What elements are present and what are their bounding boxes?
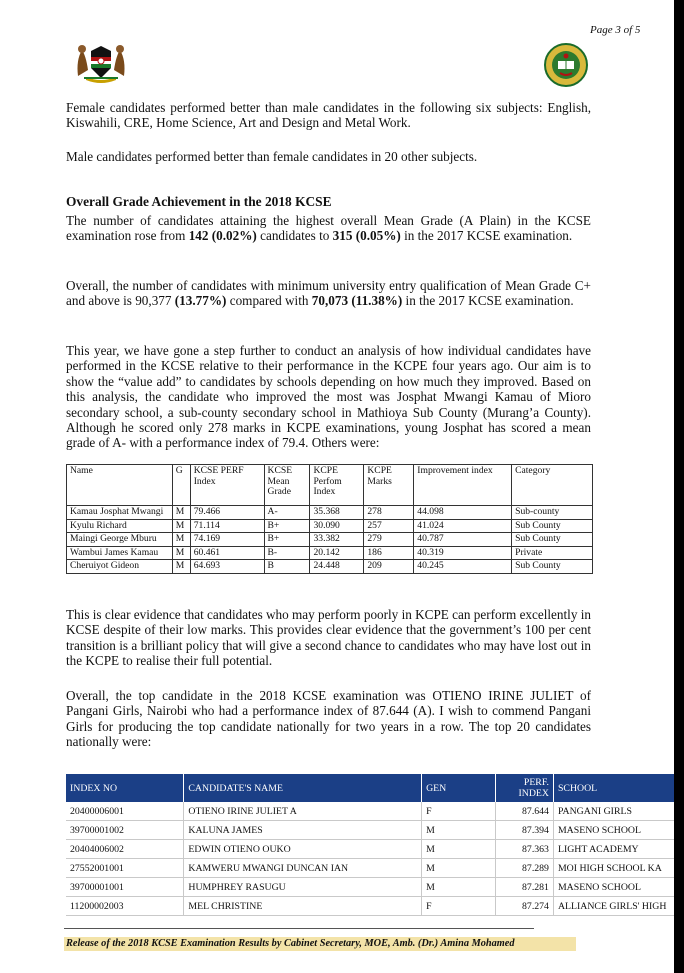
header-kcse-mean-grade: KCSE Mean Grade	[264, 465, 310, 506]
cell-kcpe-index: 35.368	[310, 506, 364, 520]
header-index-no: INDEX NO	[66, 774, 184, 802]
table-row	[66, 878, 678, 897]
cell-category: Sub-county	[512, 506, 593, 520]
cell-kcpe-index: 30.090	[310, 519, 364, 533]
female-performance-paragraph: Female candidates performed better than male candidates in the following six subjects: English, Kiswahili, CRE, Home Science, Art and Design and Metal Work.	[66, 100, 591, 131]
top-table-header	[66, 774, 678, 802]
cell-school: MASENO SCHOOL	[553, 821, 677, 840]
cell-kcpe-marks: 279	[364, 533, 414, 547]
cell-perf-index: 87.274	[496, 897, 554, 916]
table-row	[67, 560, 593, 574]
cell-perf-index: 87.289	[496, 859, 554, 878]
cell-grade: B-	[264, 546, 310, 560]
cell-index-no: 11200002003	[66, 897, 184, 916]
header-school: SCHOOL	[553, 774, 677, 802]
cell-index-no: 27552001001	[66, 859, 184, 878]
cell-kcpe-index: 24.448	[310, 560, 364, 574]
cell-perf-index: 87.644	[496, 802, 554, 821]
table-row	[66, 840, 678, 859]
evidence-paragraph: This is clear evidence that candidates who may perform poorly in KCPE can perform excellently in KCSE despite of their low marks. This provides clear evidence that the government’s 100 per cent transition is a brilliant policy that will give a second chance to candidates who may have lost out in the KCPE to realise their full potential.	[66, 607, 591, 669]
improvement-table-header	[67, 465, 593, 506]
cell-kcse-index: 79.466	[190, 506, 264, 520]
cell-name: Cheruiyot Gideon	[67, 560, 173, 574]
top-candidates-table	[66, 774, 678, 916]
cell-gen: F	[422, 897, 496, 916]
cell-candidate-name: MEL CHRISTINE	[184, 897, 422, 916]
cell-school: MASENO SCHOOL	[553, 878, 677, 897]
cell-improvement: 40.319	[414, 546, 512, 560]
section-heading: Overall Grade Achievement in the 2018 KCSE	[66, 194, 332, 209]
improvement-table	[66, 464, 593, 574]
table-row	[66, 821, 678, 840]
cell-kcse-index: 74.169	[190, 533, 264, 547]
cell-gender: M	[172, 533, 190, 547]
cell-improvement: 40.787	[414, 533, 512, 547]
table-row	[66, 859, 678, 878]
cell-kcpe-marks: 257	[364, 519, 414, 533]
cell-school: LIGHT ACADEMY	[553, 840, 677, 859]
cell-category: Sub County	[512, 533, 593, 547]
table-row	[66, 802, 678, 821]
cell-kcse-index: 64.693	[190, 560, 264, 574]
footer-divider	[64, 928, 534, 929]
cell-school: MOI HIGH SCHOOL KA	[553, 859, 677, 878]
cell-perf-index: 87.394	[496, 821, 554, 840]
cell-perf-index: 87.281	[496, 878, 554, 897]
header-kcse-perf-index: KCSE PERF Index	[190, 465, 264, 506]
cell-school: PANGANI GIRLS	[553, 802, 677, 821]
table-row	[66, 897, 678, 916]
cell-kcse-index: 60.461	[190, 546, 264, 560]
cell-grade: A-	[264, 506, 310, 520]
header-candidate-name: CANDIDATE'S NAME	[184, 774, 422, 802]
cell-gen: M	[422, 859, 496, 878]
header-name: Name	[67, 465, 173, 506]
cell-gender: M	[172, 546, 190, 560]
header-gen: GEN	[422, 774, 496, 802]
header-category: Category	[512, 465, 593, 506]
cell-grade: B+	[264, 533, 310, 547]
cell-index-no: 20400006001	[66, 802, 184, 821]
cell-improvement: 44.098	[414, 506, 512, 520]
cell-gen: M	[422, 821, 496, 840]
cell-grade: B	[264, 560, 310, 574]
table-row	[67, 519, 593, 533]
cell-kcpe-marks: 186	[364, 546, 414, 560]
cell-candidate-name: KALUNA JAMES	[184, 821, 422, 840]
kenya-coat-of-arms-icon	[72, 40, 130, 86]
header-kcpe-perf-index: KCPE Perfom Index	[310, 465, 364, 506]
cell-category: Sub County	[512, 519, 593, 533]
cell-school: ALLIANCE GIRLS' HIGH	[553, 897, 677, 916]
cell-candidate-name: OTIENO IRINE JULIET A	[184, 802, 422, 821]
cell-index-no: 39700001002	[66, 821, 184, 840]
page-number: Page 3 of 5	[590, 24, 641, 36]
cell-improvement: 41.024	[414, 519, 512, 533]
cell-name: Kyulu Richard	[67, 519, 173, 533]
cell-category: Private	[512, 546, 593, 560]
table-row	[67, 506, 593, 520]
cell-kcse-index: 71.114	[190, 519, 264, 533]
header-improvement-index: Improvement index	[414, 465, 512, 506]
header-perf-index: PERF. INDEX	[496, 774, 554, 802]
cell-improvement: 40.245	[414, 560, 512, 574]
cell-kcpe-marks: 209	[364, 560, 414, 574]
top-candidate-paragraph: Overall, the top candidate in the 2018 KCSE examination was OTIENO IRINE JULIET of Pangani Girls, Nairobi who had a performance index of 87.644 (A). I wish to commend Pangani Girls for producing the top candidate nationally for two years in a row. The top 20 candidates nationally were:	[66, 688, 591, 750]
cell-kcpe-index: 33.382	[310, 533, 364, 547]
cell-index-no: 39700001001	[66, 878, 184, 897]
cell-name: Kamau Josphat Mwangi	[67, 506, 173, 520]
page-edge-bar	[674, 0, 684, 973]
cell-candidate-name: EDWIN OTIENO OUKO	[184, 840, 422, 859]
cell-candidate-name: HUMPHREY RASUGU	[184, 878, 422, 897]
cell-kcpe-marks: 278	[364, 506, 414, 520]
cell-name: Wambui James Kamau	[67, 546, 173, 560]
grade-achievement-paragraph: The number of candidates attaining the highest overall Mean Grade (A Plain) in the KCSE examination rose from 142 (0.02%) candidates to 315 (0.05%) in the 2017 KCSE examination.	[66, 213, 591, 244]
cell-gen: M	[422, 878, 496, 897]
cell-name: Maingi George Mburu	[67, 533, 173, 547]
cell-gender: M	[172, 560, 190, 574]
cell-gender: M	[172, 519, 190, 533]
cell-candidate-name: KAMWERU MWANGI DUNCAN IAN	[184, 859, 422, 878]
cell-category: Sub County	[512, 560, 593, 574]
footer-text: Release of the 2018 KCSE Examination Results by Cabinet Secretary, MOE, Amb. (Dr.) Amina Mohamed	[64, 937, 576, 951]
table-row	[67, 533, 593, 547]
cell-kcpe-index: 20.142	[310, 546, 364, 560]
male-performance-paragraph: Male candidates performed better than female candidates in 20 other subjects.	[66, 149, 478, 164]
cell-gen: M	[422, 840, 496, 859]
cell-gen: F	[422, 802, 496, 821]
cell-index-no: 20404006002	[66, 840, 184, 859]
cell-perf-index: 87.363	[496, 840, 554, 859]
header-gender: G	[172, 465, 190, 506]
cell-grade: B+	[264, 519, 310, 533]
header-kcpe-marks: KCPE Marks	[364, 465, 414, 506]
value-add-paragraph: This year, we have gone a step further to conduct an analysis of how individual candidates have performed in the KCSE relative to their performance in the KCPE four years ago. Our aim is to show the “value add” to candidates by schools depending on how much they improved. Based on this analysis, the candidate who improved the most was Josphat Mwangi Kamau of Mioro secondary school, a sub-county secondary school in Mathioya Sub County (Murang’a County). Although he scored only 278 marks in KCPE examinations, young Josphat has scored a mean grade of A- with a performance index of 79.4. Others were:	[66, 343, 591, 451]
university-entry-paragraph: Overall, the number of candidates with minimum university entry qualification of Mean Grade C+ and above is 90,377 (13.77%) compared with 70,073 (11.38%) in the 2017 KCSE examination.	[66, 278, 591, 309]
cell-gender: M	[172, 506, 190, 520]
ministry-of-education-seal-icon	[543, 42, 589, 88]
table-row	[67, 546, 593, 560]
